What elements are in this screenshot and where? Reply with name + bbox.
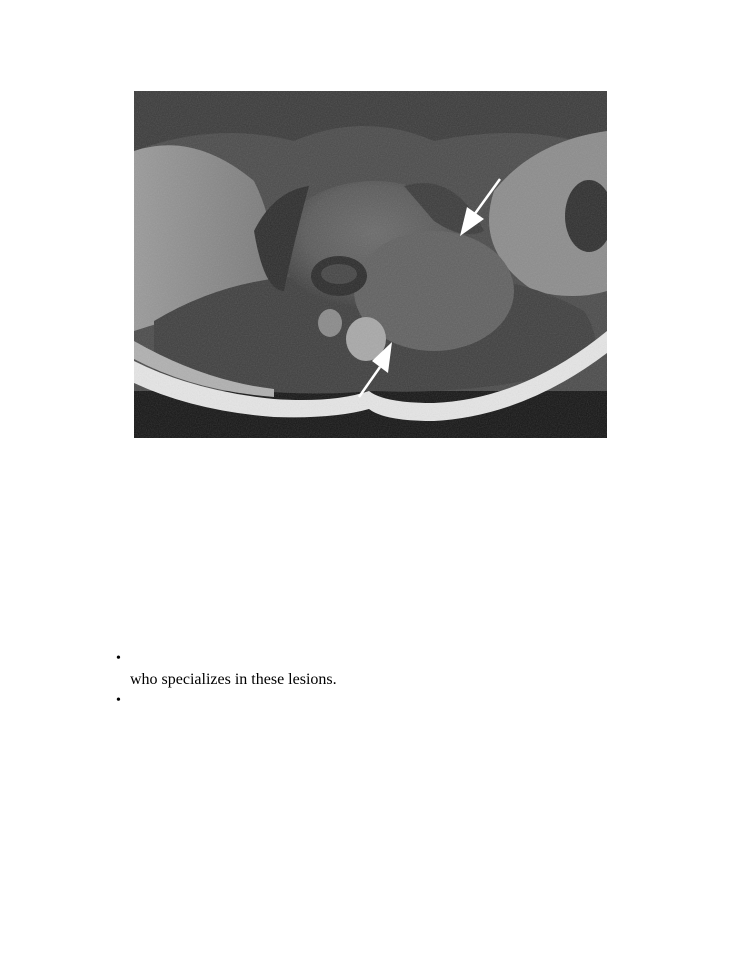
list-item [116, 648, 337, 690]
bullet-marker: • [116, 651, 121, 666]
mri-figure [134, 91, 607, 438]
list-item-line-1 [130, 690, 337, 711]
list-item-line-1 [130, 648, 337, 669]
list-item [116, 690, 337, 711]
list-item-line-2: who specializes in these lesions. [130, 671, 337, 688]
bullet-list [116, 648, 337, 711]
mri-image [134, 91, 607, 438]
bullet-marker: • [116, 693, 121, 708]
